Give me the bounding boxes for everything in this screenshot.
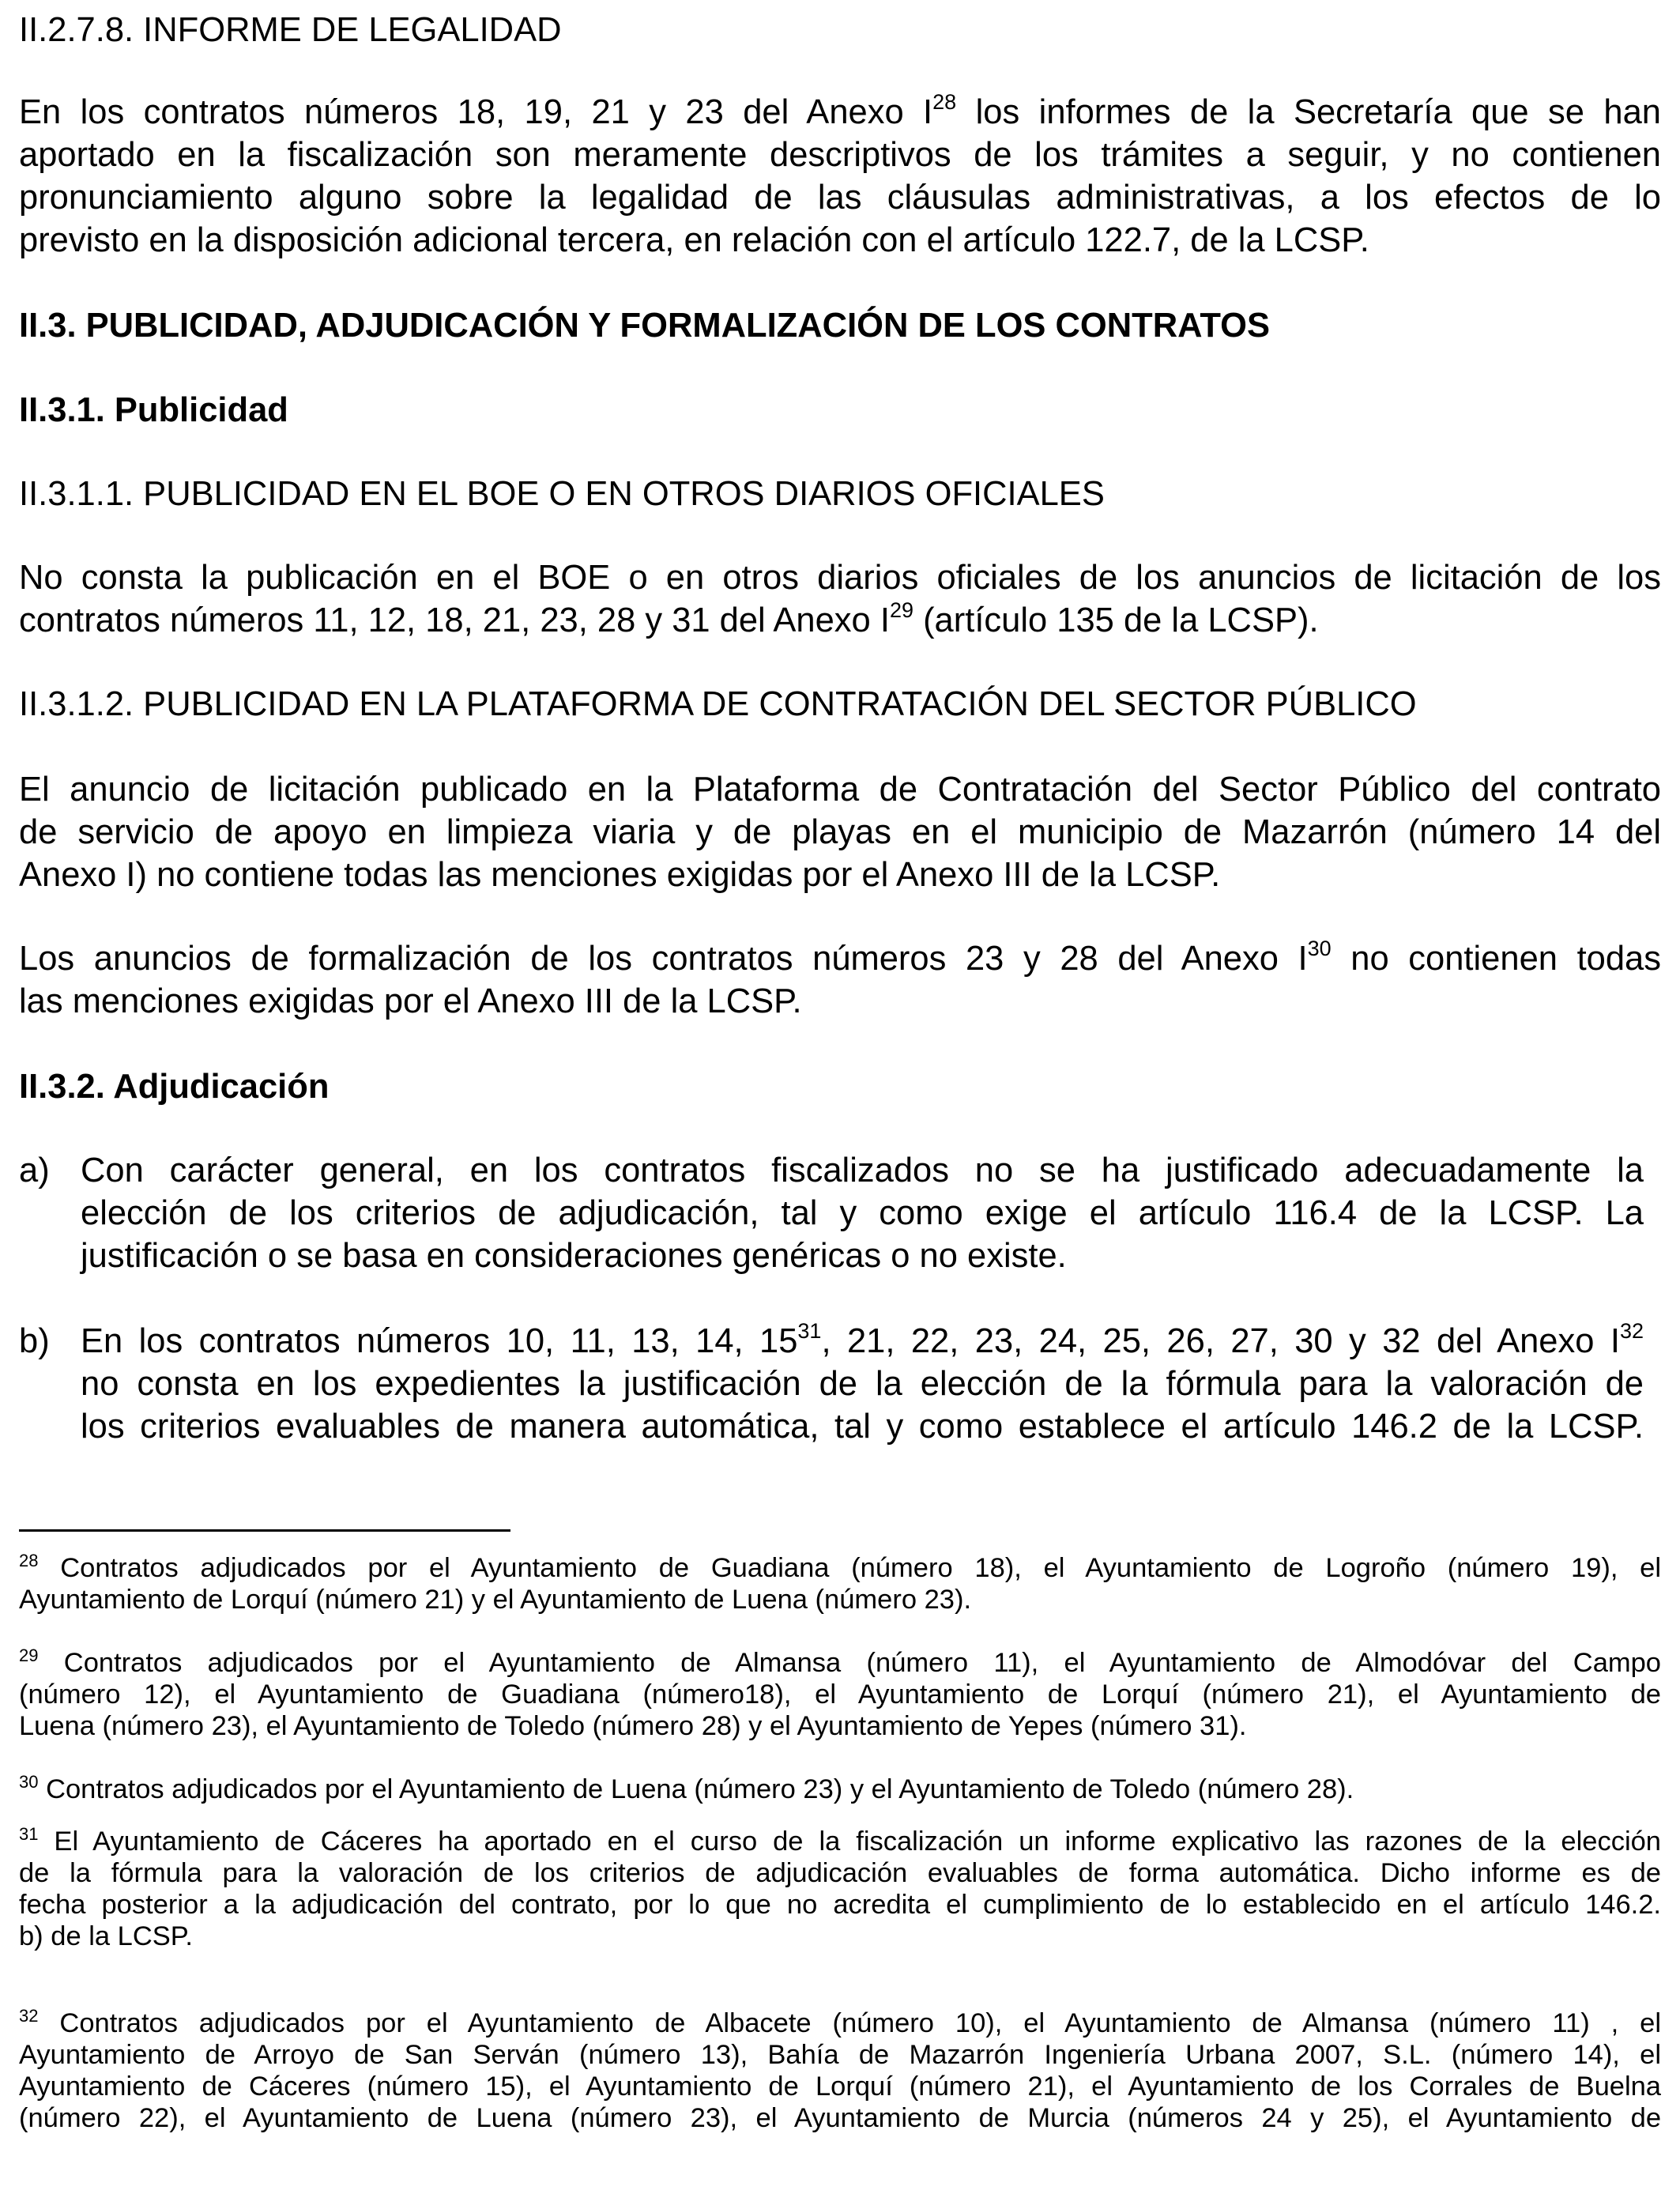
section-heading-publicidad: II.3.1. Publicidad [19,391,288,429]
footnote-line: $^{31}$ El Ayuntamiento de Cáceres ha aportado en el curso de la fiscalización un informe explicativo las razones de la elección [19,1824,1661,1857]
paragraph-line: El anuncio de licitación publicado en la Plataforma de Contratación del Sector Público del contrato [19,771,1661,809]
list-item-line: los criterios evaluables de manera automática, tal y como establece el artículo 146.2 de la LCSP. [81,1408,1644,1446]
footnote-ref-28[interactable]: 28 [932,90,957,114]
footnote-ref-29[interactable]: 29 [889,598,913,622]
list-item-label: b) [19,1322,50,1360]
footnote-ref-32[interactable]: 32 [1619,1319,1644,1343]
footnote-line: (número 12), el Ayuntamiento de Guadiana (número18), el Ayuntamiento de Lorquí (número 21), el Ayuntamiento de [19,1679,1661,1710]
paragraph-line: previsto en la disposición adicional tercera, en relación con el artículo 122.7, de la LCSP. [19,221,1369,259]
footnote-line: $^{30}$ Contratos adjudicados por el Ayuntamiento de Luena (número 23) y el Ayuntamiento de Toledo (número 28). [19,1772,1354,1804]
list-item-line: elección de los criterios de adjudicación, tal y como exige el artículo 116.4 de la LCSP. La [81,1194,1644,1232]
footnote-line: de la fórmula para la valoración de los criterios de adjudicación evaluables de forma automática. Dicho informe es de [19,1858,1661,1888]
paragraph-line: Anexo I) no contiene todas las menciones exigidas por el Anexo III de la LCSP. [19,856,1221,894]
list-item-line: Con carácter general, en los contratos fiscalizados no se ha justificado adecuadamente la [81,1152,1644,1189]
section-heading-adjudicacion: II.3.2. Adjudicación [19,1068,330,1106]
paragraph-line: aportado en la fiscalización son meramente descriptivos de los trámites a seguir, y no contienen [19,136,1661,174]
paragraph-line: de servicio de apoyo en limpieza viaria y de playas en el municipio de Mazarrón (número 14 del [19,813,1661,851]
paragraph-line: pronunciamiento alguno sobre la legalidad de las cláusulas administrativas, a los efectos de lo [19,179,1661,217]
footnote-line: $^{29}$ Contratos adjudicados por el Ayuntamiento de Almansa (número 11), el Ayuntamiento de Almodóvar del Campo [19,1646,1661,1678]
footnote-ref-30[interactable]: 30 [1307,937,1332,960]
footnote-separator [19,1529,510,1532]
paragraph-line: Los anuncios de formalización de los contratos números 23 y 28 del Anexo $I^{30}$ no contienen todas [19,937,1661,978]
footnote-line: $^{32}$ Contratos adjudicados por el Ayuntamiento de Albacete (número 10), el Ayuntamiento de Almansa (número 11) , el [19,2006,1661,2038]
footnote-line: $^{28}$ Contratos adjudicados por el Ayuntamiento de Guadiana (número 18), el Ayuntamiento de Logroño (número 19), el [19,1551,1661,1583]
footnote-line: Ayuntamiento de Cáceres (número 15), el Ayuntamiento de Lorquí (número 21), el Ayuntamiento de los Corrales de Buelna [19,2071,1661,2102]
footnote-line: (número 22), el Ayuntamiento de Luena (número 23), el Ayuntamiento de Murcia (números 24 y 25), el Ayuntamiento de [19,2103,1661,2133]
list-item-line: no consta en los expedientes la justificación de la elección de la fórmula para la valoración de [81,1365,1644,1403]
list-item-label: a) [19,1152,50,1189]
list-item-line: En los contratos números 10, 11, 13, 14, $15^{31}$, 21, 22, 23, 24, 25, 26, 27, 30 y 32 del Anexo $I^{32}$ [81,1319,1644,1360]
paragraph-line: las menciones exigidas por el Anexo III de la LCSP. [19,982,802,1020]
paragraph-line: No consta la publicación en el BOE o en otros diarios oficiales de los anuncios de licitación de los [19,559,1661,597]
footnote-line: Ayuntamiento de Arroyo de San Serván (número 13), Bahía de Mazarrón Ingeniería Urbana 2007, S.L. (número 14), el [19,2040,1661,2070]
footnote-line: Ayuntamiento de Lorquí (número 21) y el Ayuntamiento de Luena (número 23). [19,1585,972,1615]
footnote-line: Luena (número 23), el Ayuntamiento de Toledo (número 28) y el Ayuntamiento de Yepes (número 31). [19,1711,1247,1741]
footnote-line: b) de la LCSP. [19,1921,193,1951]
section-heading-publicidad-plataforma: II.3.1.2. PUBLICIDAD EN LA PLATAFORMA DE CONTRATACIÓN DEL SECTOR PÚBLICO [19,685,1417,723]
paragraph-line: En los contratos números 18, 19, 21 y 23 del Anexo $I^{28}$ los informes de la Secretaría que se han [19,90,1661,131]
section-heading-publicidad-adjudicacion: II.3. PUBLICIDAD, ADJUDICACIÓN Y FORMALIZACIÓN DE LOS CONTRATOS [19,307,1270,345]
section-heading-informe-legalidad: II.2.7.8. INFORME DE LEGALIDAD [19,11,562,49]
footnote-ref-31[interactable]: 31 [797,1319,822,1343]
section-heading-publicidad-boe: II.3.1.1. PUBLICIDAD EN EL BOE O EN OTROS DIARIOS OFICIALES [19,475,1105,513]
paragraph-line: contratos números 11, 12, 18, 21, 23, 28 y 31 del Anexo $I^{29}$ (artículo 135 de la LCSP). [19,598,1319,639]
footnote-line: fecha posterior a la adjudicación del contrato, por lo que no acredita el cumplimiento de lo establecido en el artículo 146.2. [19,1890,1661,1920]
list-item-line: justificación o se basa en consideraciones genéricas o no existe. [81,1237,1067,1275]
